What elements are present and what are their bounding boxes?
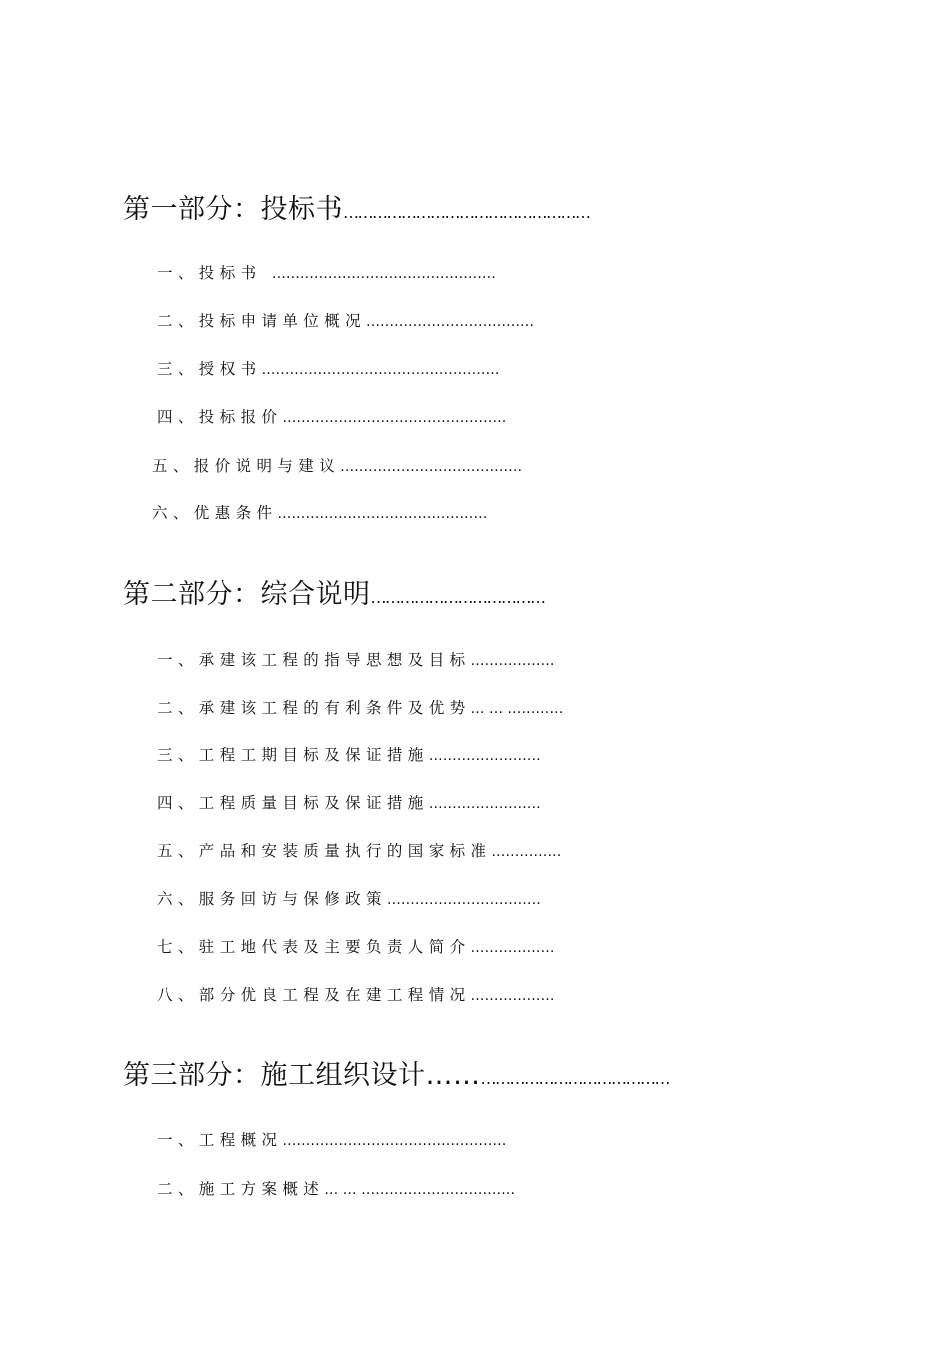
- toc-entry: [157, 262, 496, 285]
- toc-entry-leader: …………………………………………: [282, 410, 507, 426]
- toc-entry-leader: ………………: [470, 988, 555, 1004]
- toc-entry-label: 三、授权书: [157, 360, 262, 378]
- toc-part-1-leader: ……………………………………………: [343, 203, 590, 222]
- toc-entry: [157, 936, 555, 959]
- toc-entry-label: 二、承建该工程的有利条件及优势: [157, 699, 471, 717]
- toc-entry-label: 二、投标申请单位概况: [157, 312, 367, 330]
- toc-entry: [157, 792, 541, 815]
- toc-entry: [157, 406, 506, 429]
- toc-entry: [157, 888, 541, 911]
- toc-entry-leader: ……………: [491, 844, 562, 860]
- toc-entry-label: 五、产品和安装质量执行的国家标准: [157, 842, 492, 860]
- toc-part-3-heading: [123, 1059, 669, 1096]
- toc-entry-leader: ………………: [470, 653, 555, 669]
- toc-entry: [152, 455, 522, 478]
- toc-entry: [157, 358, 500, 381]
- toc-entry-label: 一、投标书: [157, 264, 272, 282]
- toc-entry: [157, 1129, 506, 1152]
- toc-entry-label: 一、工程概况: [157, 1131, 283, 1149]
- toc-entry: [157, 649, 555, 672]
- toc-part-1-title: 第一部分：投标书: [123, 194, 343, 225]
- toc-entry: [157, 744, 541, 767]
- toc-entry-label: 一、承建该工程的指导思想及目标: [157, 651, 471, 669]
- toc-part-2-title: 第二部分：综合说明: [123, 579, 371, 610]
- toc-entry-label: 七、驻工地代表及主要负责人简介: [157, 938, 471, 956]
- toc-entry-leader: …………………………………: [340, 459, 523, 475]
- toc-part-3-title: 第三部分：施工组织设计……: [123, 1060, 481, 1091]
- toc-entry-leader: … … …………: [470, 701, 564, 717]
- toc-part-1-heading: [123, 193, 590, 230]
- toc-entry: [157, 984, 555, 1007]
- toc-entry: [157, 1178, 515, 1201]
- toc-entry-label: 二、施工方案概述: [157, 1180, 325, 1198]
- toc-part-2-leader: ………………………………: [370, 588, 545, 607]
- toc-entry-label: 六、服务回访与保修政策: [157, 890, 387, 908]
- toc-entry-leader: ………………: [470, 940, 555, 956]
- toc-entry: [157, 697, 563, 720]
- toc-entry-leader: ………………………………: [366, 314, 535, 330]
- toc-entry-label: 五、报价说明与建议: [152, 457, 341, 475]
- toc-entry-leader: ………………………………………: [277, 506, 488, 522]
- toc-entry-leader: …………………………………………: [271, 266, 496, 282]
- toc-entry-leader: … … ……………………………: [324, 1182, 516, 1198]
- toc-entry-label: 四、工程质量目标及保证措施: [157, 794, 429, 812]
- toc-entry-leader: ……………………: [428, 748, 541, 764]
- toc-entry-label: 六、优惠条件: [152, 504, 278, 522]
- toc-entry-leader: …………………………………………: [282, 1133, 507, 1149]
- toc-entry-label: 三、工程工期目标及保证措施: [157, 746, 429, 764]
- toc-entry: [157, 840, 561, 863]
- toc-part-2-heading: [123, 578, 545, 615]
- toc-entry: [157, 310, 534, 333]
- toc-part-3-leader: …………………………………: [480, 1069, 669, 1088]
- toc-entry-label: 八、部分优良工程及在建工程情况: [157, 986, 471, 1004]
- toc-entry: [152, 502, 487, 525]
- toc-entry-label: 四、投标报价: [157, 408, 283, 426]
- toc-entry-leader: ……………………………: [386, 892, 541, 908]
- toc-entry-leader: ……………………………………………: [261, 362, 500, 378]
- toc-entry-leader: ……………………: [428, 796, 541, 812]
